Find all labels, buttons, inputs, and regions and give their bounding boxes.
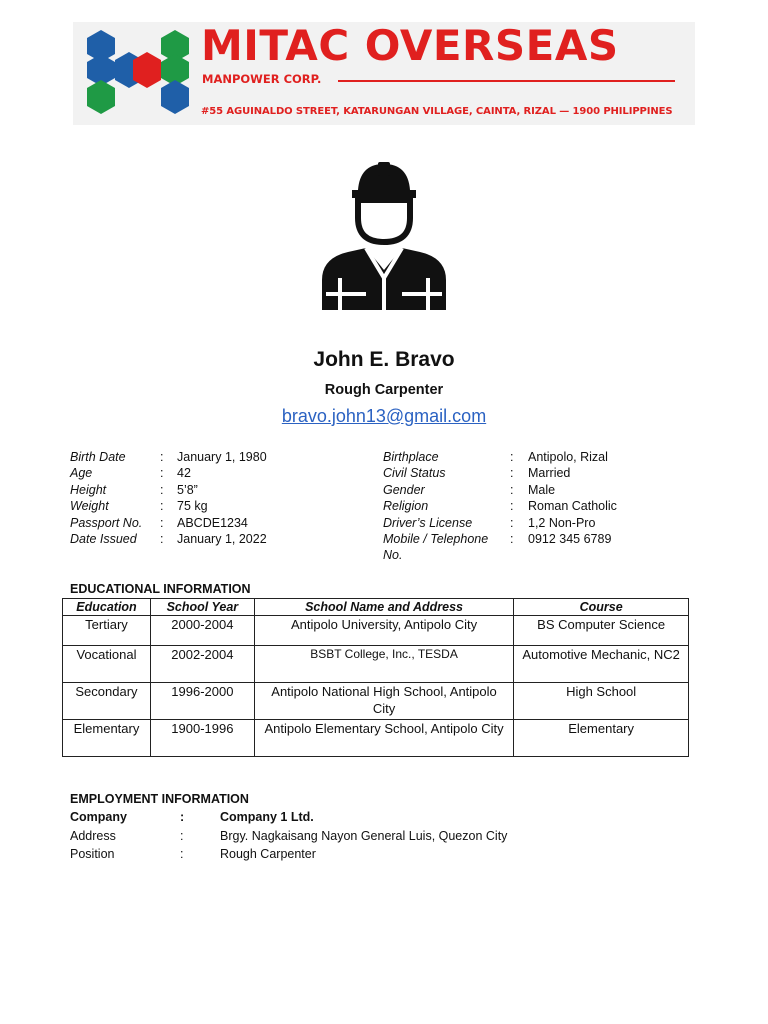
table-cell: 1996-2000 xyxy=(150,683,254,720)
table-row xyxy=(63,646,689,683)
table-cell: Tertiary xyxy=(63,616,151,646)
table-cell: High School xyxy=(514,683,689,720)
personal-info-left: Birth Date : January 1, 1980 Age : 42 Height : 5’8” Weight : 75 kg Passport No. : ABCDE1234 Date Issued : January 1, 2022 xyxy=(70,450,267,546)
value-position: Rough Carpenter xyxy=(220,847,316,861)
value-height: 5’8” xyxy=(177,482,198,497)
table-cell: Elementary xyxy=(514,720,689,757)
value-civil-status: Married xyxy=(528,466,571,481)
table-cell: Secondary xyxy=(63,683,151,720)
letterhead xyxy=(73,22,695,125)
value-birthplace: Antipolo, Rizal xyxy=(528,450,608,464)
education-section-title: EDUCATIONAL INFORMATION xyxy=(70,582,251,596)
company-name: MITAC OVERSEAS xyxy=(201,21,619,70)
construction-worker-icon xyxy=(318,160,450,318)
applicant-role: Rough Carpenter xyxy=(324,382,444,398)
label-address: Address xyxy=(70,828,116,843)
label-gender: Gender xyxy=(383,482,425,497)
value-birth-date: January 1, 1980 xyxy=(177,450,267,464)
company-address: #55 AGUINALDO STREET, KATARUNGAN VILLAGE, CAINTA, RIZAL — 1900 PHILIPPINES xyxy=(201,106,673,117)
value-age: 42 xyxy=(177,466,191,481)
education-table xyxy=(62,598,689,757)
label-height: Height xyxy=(70,482,107,497)
table-cell: BSBT College, Inc., TESDA xyxy=(254,646,513,683)
value-date-issued: January 1, 2022 xyxy=(177,531,267,546)
table-row xyxy=(63,683,689,720)
header-rule xyxy=(338,80,675,82)
value-company: Company 1 Ltd. xyxy=(220,810,314,824)
company-logo-icon xyxy=(87,30,189,120)
value-religion: Roman Catholic xyxy=(528,499,617,514)
value-passport-no: ABCDE1234 xyxy=(177,515,248,530)
table-cell: Antipolo Elementary School, Antipolo City xyxy=(254,720,513,757)
value-drivers-license: 1,2 Non-Pro xyxy=(528,515,596,530)
table-cell: Antipolo National High School, Antipolo City xyxy=(254,683,513,720)
company-subtitle: MANPOWER CORP. xyxy=(202,72,322,86)
table-cell: BS Computer Science xyxy=(514,616,689,646)
label-religion: Religion xyxy=(383,499,429,514)
column-header: School Year xyxy=(150,599,254,616)
table-row xyxy=(63,616,689,646)
column-header: Course xyxy=(514,599,689,616)
employment-section-title: EMPLOYMENT INFORMATION xyxy=(70,792,249,806)
value-weight: 75 kg xyxy=(177,499,208,514)
table-cell: Antipolo University, Antipolo City xyxy=(254,616,513,646)
table-cell: Automotive Mechanic, NC2 xyxy=(514,646,689,683)
label-weight: Weight xyxy=(70,499,109,514)
table-cell: 2000-2004 xyxy=(150,616,254,646)
table-row xyxy=(63,720,689,757)
table-header-row xyxy=(63,599,689,616)
applicant-name: John E. Bravo xyxy=(313,348,455,371)
label-passport-no: Passport No. xyxy=(70,515,143,530)
label-mobile-telephone: Mobile / Telephone No. xyxy=(383,531,489,563)
label-company: Company xyxy=(70,810,127,824)
personal-info-right: Birthplace : Antipolo, Rizal Civil Status : Married Gender : Male Religion : Roman Catholic Driver’s License : 1,2 Non-Pro Mobile / Telephone No. : 0912 345 6789 xyxy=(383,450,617,563)
label-age: Age xyxy=(70,466,93,481)
value-mobile-telephone: 0912 345 6789 xyxy=(528,531,612,546)
label-drivers-license: Driver’s License xyxy=(383,515,473,530)
applicant-email-link[interactable]: bravo.john13@gmail.com xyxy=(281,406,487,426)
label-position: Position xyxy=(70,847,115,861)
table-cell: Vocational xyxy=(63,646,151,683)
table-cell: 1900-1996 xyxy=(150,720,254,757)
label-date-issued: Date Issued xyxy=(70,531,137,546)
column-header: School Name and Address xyxy=(254,599,513,616)
value-gender: Male xyxy=(528,482,556,497)
label-birthplace: Birthplace xyxy=(383,450,439,464)
label-birth-date: Birth Date xyxy=(70,450,126,464)
label-civil-status: Civil Status xyxy=(383,466,446,481)
value-address: Brgy. Nagkaisang Nayon General Luis, Quezon City xyxy=(220,828,508,843)
table-cell: Elementary xyxy=(63,720,151,757)
column-header: Education xyxy=(63,599,151,616)
table-cell: 2002-2004 xyxy=(150,646,254,683)
